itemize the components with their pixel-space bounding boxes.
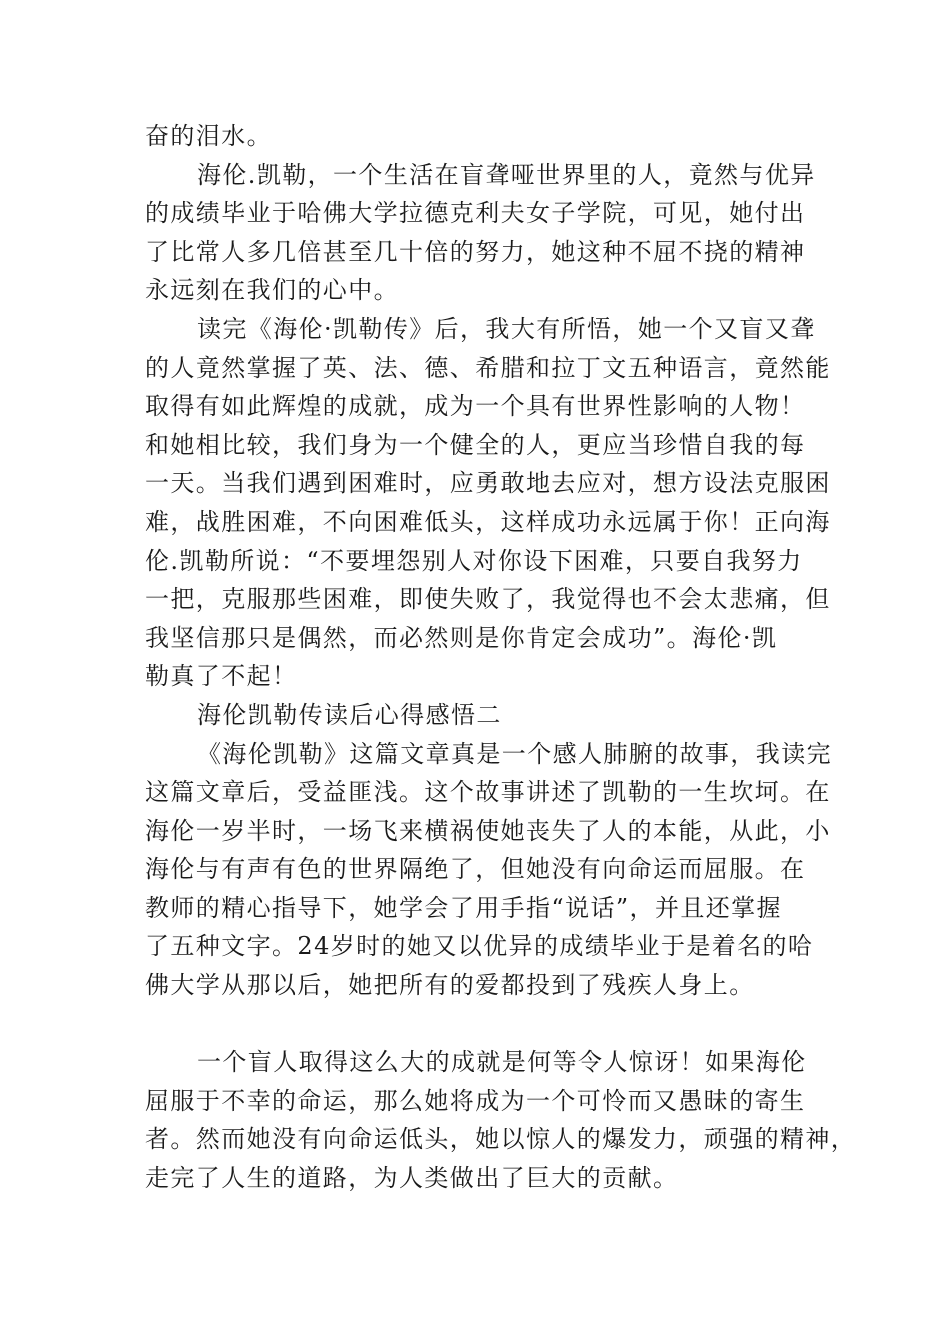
text-line: 了比常人多几倍甚至几十倍的努力，她这种不屈不挠的精神 bbox=[145, 237, 806, 266]
text-line: 奋的泪水。 bbox=[145, 122, 272, 150]
text-line: 海伦与有声有色的世界隔绝了，但她没有向命运而屈服。在 bbox=[145, 855, 806, 884]
text-line: 教师的精心指导下，她学会了用手指“说话”，并且还掌握 bbox=[145, 893, 782, 922]
text-line: 勒真了不起！ bbox=[145, 662, 298, 691]
section-heading: 海伦凯勒传读后心得感悟二 bbox=[197, 700, 502, 729]
text-line: 一把，克服那些困难，即使失败了，我觉得也不会太悲痛，但 bbox=[145, 585, 831, 614]
text-line: 的人竟然掌握了英、法、德、希腊和拉丁文五种语言，竟然能 bbox=[145, 353, 831, 382]
text-line: 佛大学从那以后，她把所有的爱都投到了残疾人身上。 bbox=[145, 971, 755, 1000]
text-line: 海伦一岁半时，一场飞来横祸使她丧失了人的本能，从此，小 bbox=[145, 816, 831, 845]
text-line: 和她相比较，我们身为一个健全的人，更应当珍惜自我的每 bbox=[145, 430, 806, 459]
text-line: 的成绩毕业于哈佛大学拉德克利夫女子学院，可见，她付出 bbox=[145, 199, 806, 228]
text-line: 难，战胜困难，不向困难低头，这样成功永远属于你！正向海 bbox=[145, 507, 831, 536]
text-line: 走完了人生的道路，为人类做出了巨大的贡献。 bbox=[145, 1164, 679, 1193]
text-line: 者。然而她没有向命运低头，她以惊人的爆发力，顽强的精神， bbox=[145, 1125, 857, 1154]
text-line: 这篇文章后，受益匪浅。这个故事讲述了凯勒的一生坎坷。在 bbox=[145, 778, 831, 807]
paragraph-start: 《海伦凯勒》这篇文章真是一个感人肺腑的故事，我读完 bbox=[197, 739, 832, 768]
text-line: 取得有如此辉煌的成就，成为一个具有世界性影响的人物！ bbox=[145, 392, 806, 421]
paragraph-start: 一个盲人取得这么大的成就是何等令人惊讶！如果海伦 bbox=[197, 1048, 807, 1077]
text-line: 我坚信那只是偶然，而必然则是你肯定会成功”。海伦·凯 bbox=[145, 623, 778, 652]
paragraph-start: 海伦.凯勒，一个生活在盲聋哑世界里的人，竟然与优异 bbox=[197, 160, 816, 189]
paragraph-gap bbox=[145, 1005, 810, 1044]
paragraph-start: 读完《海伦·凯勒传》后，我大有所悟，她一个又盲又聋 bbox=[197, 314, 816, 343]
text-line: 永远刻在我们的心中。 bbox=[145, 276, 399, 305]
text-line: 一天。当我们遇到困难时，应勇敢地去应对，想方设法克服困 bbox=[145, 469, 831, 498]
document-body bbox=[145, 117, 857, 1198]
text-line: 屈服于不幸的命运，那么她将成为一个可怜而又愚昧的寄生 bbox=[145, 1086, 806, 1115]
text-line: 伦.凯勒所说：“不要埋怨别人对你设下困难，只要自我努力 bbox=[145, 546, 803, 575]
text-line: 了五种文字。24岁时的她又以优异的成绩毕业于是着名的哈 bbox=[145, 932, 814, 961]
